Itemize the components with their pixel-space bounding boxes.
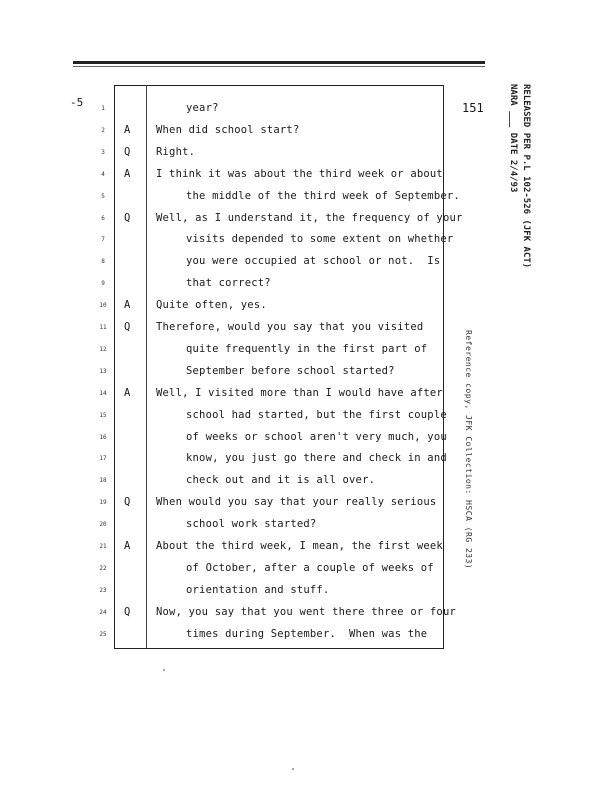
side-mark: -5 <box>70 96 84 109</box>
faint-header-noise <box>230 2 390 12</box>
line-number: 4 <box>101 170 105 178</box>
transcript-line: quite frequently in the first part of <box>186 342 428 355</box>
transcript-line: you were occupied at school or not. Is <box>186 255 441 268</box>
line-number: 5 <box>101 192 105 200</box>
line-number: 17 <box>99 455 107 463</box>
line-number: 15 <box>99 411 107 419</box>
speaker-label: A <box>124 299 131 312</box>
speck <box>292 768 294 770</box>
transcript-line: of weeks or school aren't very much, you <box>186 430 447 443</box>
line-number: 23 <box>99 586 107 594</box>
line-number: 13 <box>99 367 107 375</box>
line-number: 9 <box>101 280 105 288</box>
transcript-line: of October, after a couple of weeks of <box>186 561 434 574</box>
transcript-line: Right. <box>156 145 196 158</box>
transcript-line: visits depended to some extent on whether <box>186 233 454 246</box>
transcript-line: the middle of the third week of September. <box>186 189 460 202</box>
transcript-line: that correct? <box>186 277 271 290</box>
reference-note: Reference copy, JFK Collection: HSCA (RG 233) <box>464 330 473 570</box>
line-number: 11 <box>99 324 107 331</box>
line-number: 10 <box>99 302 107 310</box>
transcript-line: times during September. When was the <box>186 627 428 640</box>
transcript-line: About the third week, I mean, the first week <box>156 540 443 552</box>
speaker-label: Q <box>124 321 131 333</box>
line-number: 19 <box>99 499 107 507</box>
transcript-line: I think it was about the third week or about <box>156 167 443 180</box>
stamp-line: NARA ___ DATE 2/4/93 <box>508 84 518 193</box>
transcript-line: When would you say that your really serious <box>156 496 437 509</box>
release-stamp <box>506 84 532 268</box>
line-number: 7 <box>101 236 105 244</box>
page-number: 151 <box>462 101 484 115</box>
line-number: 21 <box>99 543 107 550</box>
speaker-label: Q <box>124 211 131 224</box>
line-number: 24 <box>99 608 107 616</box>
speaker-label: A <box>124 167 131 180</box>
transcript-line: Now, you say that you went there three or four <box>156 605 456 618</box>
transcript-line: September before school started? <box>186 364 395 377</box>
transcript-line: check out and it is all over. <box>186 474 376 487</box>
transcript-line: orientation and stuff. <box>186 583 330 596</box>
speaker-label: A <box>124 123 131 136</box>
line-number: 1 <box>101 105 105 112</box>
speaker-label: Q <box>124 605 131 618</box>
stamp-line: RELEASED PER P.L 102-526 (JFK ACT) <box>521 84 531 269</box>
speaker-label: Q <box>124 496 131 509</box>
transcript-line: When did school start? <box>156 123 300 136</box>
transcript-line: Well, as I understand it, the frequency of your <box>156 211 463 224</box>
line-number: 12 <box>99 345 107 353</box>
speck <box>163 669 165 671</box>
transcript-line: Therefore, would you say that you visited <box>156 321 424 333</box>
speaker-label: A <box>124 540 131 552</box>
line-number: 8 <box>101 258 105 266</box>
transcript-line: school work started? <box>186 518 317 531</box>
line-number: 18 <box>99 477 107 485</box>
margin-rule <box>146 85 147 648</box>
line-number: 16 <box>99 433 107 441</box>
line-number: 20 <box>99 521 107 529</box>
top-rule <box>73 61 485 64</box>
line-number: 14 <box>99 389 107 397</box>
line-number: 25 <box>99 630 107 638</box>
line-number: 6 <box>101 214 105 222</box>
line-number: 22 <box>99 564 107 572</box>
speaker-label: Q <box>124 145 131 158</box>
transcript-line: Quite often, yes. <box>156 299 267 312</box>
line-number: 3 <box>101 148 105 156</box>
transcript-line: Well, I visited more than I would have after <box>156 386 443 399</box>
transcript-line: know, you just go there and check in and <box>186 452 447 465</box>
line-number: 2 <box>101 126 105 134</box>
top-rule-thin <box>73 66 485 67</box>
transcript-line: school had started, but the first couple <box>186 408 447 421</box>
speaker-label: A <box>124 386 131 399</box>
transcript-line: year? <box>186 102 219 114</box>
